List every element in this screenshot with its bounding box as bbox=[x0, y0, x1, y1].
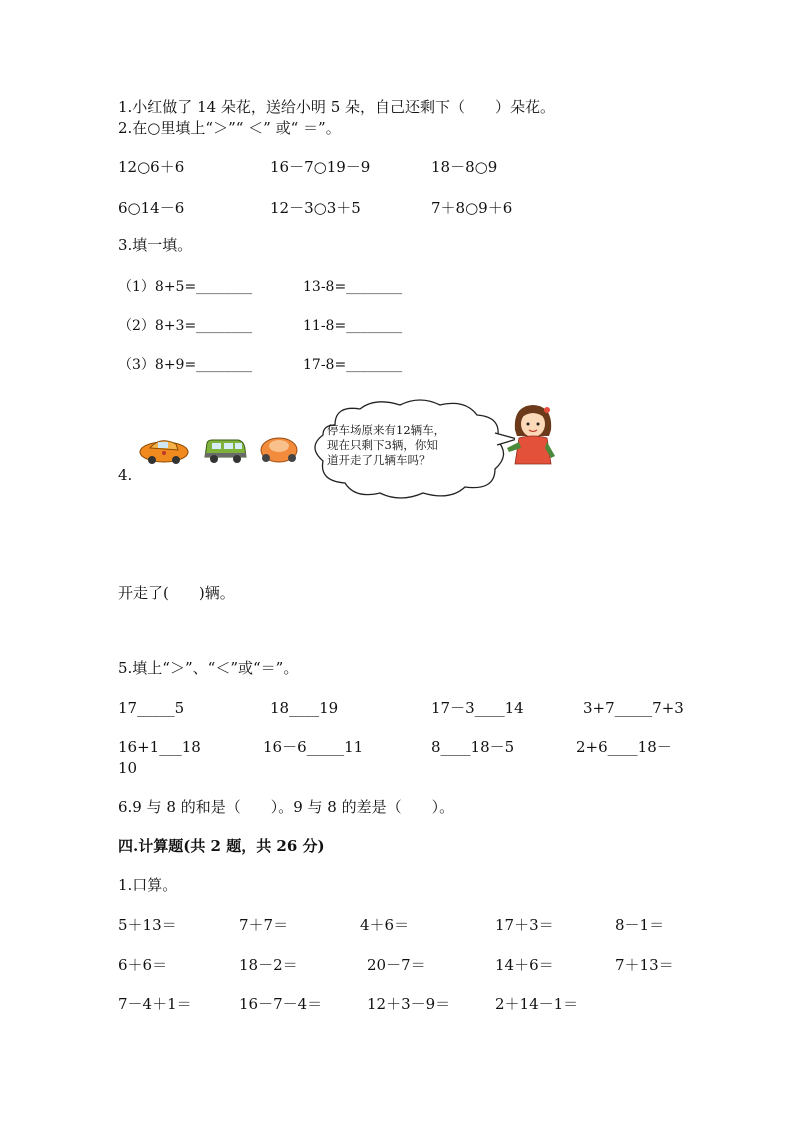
q2-item: 6○14－6 bbox=[118, 199, 185, 217]
calc-item: 18－2＝ bbox=[239, 956, 298, 974]
q2-item: 12○6＋6 bbox=[118, 158, 185, 176]
q5-item: 18____19 bbox=[270, 699, 339, 717]
question-1: 1.小红做了 14 朵花，送给小明 5 朵，自己还剩下（ ）朵花。 bbox=[118, 98, 556, 116]
calc-item: 16－7－4＝ bbox=[239, 995, 323, 1013]
section-4-title: 四.计算题(共 2 题，共 26 分) bbox=[118, 837, 325, 855]
q5-item: 17_____5 bbox=[118, 699, 185, 717]
q3-item: （2）8+3=________ bbox=[118, 318, 253, 334]
section-4-sub: 1.口算。 bbox=[118, 876, 178, 894]
bubble-line: 停车场原来有12辆车， bbox=[327, 423, 446, 437]
calc-item: 14＋6＝ bbox=[495, 956, 554, 974]
calc-item: 4＋6＝ bbox=[360, 916, 410, 934]
q2-item: 16－7○19－9 bbox=[270, 158, 371, 176]
calc-item: 8－1＝ bbox=[615, 916, 665, 934]
question-4-answer: 开走了( )辆。 bbox=[118, 584, 235, 602]
q2-item: 12－3○3＋5 bbox=[270, 199, 361, 217]
q3-item: 13-8=________ bbox=[303, 279, 403, 295]
calc-item: 6＋6＝ bbox=[118, 956, 168, 974]
bubble-line: 道开走了几辆车吗？ bbox=[327, 453, 431, 467]
calc-item: 7－4＋1＝ bbox=[118, 995, 192, 1013]
question-6: 6.9 与 8 的和是（ ）。9 与 8 的差是（ ）。 bbox=[118, 798, 455, 816]
q5-item: 16－6_____11 bbox=[263, 738, 364, 756]
q5-item: 3+7_____7+3 bbox=[583, 699, 684, 717]
q5-item: 16+1___18 bbox=[118, 738, 201, 756]
bubble-line: 现在只剩下3辆，你知 bbox=[327, 438, 438, 452]
q3-item: 17-8=________ bbox=[303, 357, 403, 373]
calc-item: 20－7＝ bbox=[367, 956, 426, 974]
q5-item: 8____18－5 bbox=[431, 738, 515, 756]
question-2-title: 2.在○里填上“＞”“ ＜” 或“ ＝”。 bbox=[118, 119, 341, 137]
calc-item: 7＋13＝ bbox=[615, 956, 674, 974]
calc-item: 2＋14－1＝ bbox=[495, 995, 579, 1013]
calc-item: 12＋3－9＝ bbox=[367, 995, 451, 1013]
q3-item: 11-8=________ bbox=[303, 318, 403, 334]
question-3-title: 3.填一填。 bbox=[118, 236, 193, 254]
question-5-title: 5.填上“＞”、“＜”或“＝”。 bbox=[118, 659, 299, 677]
calc-item: 7＋7＝ bbox=[239, 916, 289, 934]
q2-item: 7＋8○9＋6 bbox=[431, 199, 513, 217]
girl-icon bbox=[505, 402, 561, 466]
orange-car-icon bbox=[138, 432, 190, 466]
q3-item: （1）8+5=________ bbox=[118, 279, 253, 295]
q5-item: 2+6____18－ bbox=[576, 738, 672, 756]
q5-item: 17－3____14 bbox=[431, 699, 524, 717]
question-4-number: 4. bbox=[118, 466, 133, 484]
orange-car-icon bbox=[258, 432, 300, 464]
q3-item: （3）8+9=________ bbox=[118, 357, 253, 373]
calc-item: 17＋3＝ bbox=[495, 916, 554, 934]
q5-item-wrap: 10 bbox=[118, 759, 138, 777]
green-van-icon bbox=[202, 437, 248, 465]
calc-item: 5＋13＝ bbox=[118, 916, 177, 934]
q2-item: 18－8○9 bbox=[431, 158, 498, 176]
